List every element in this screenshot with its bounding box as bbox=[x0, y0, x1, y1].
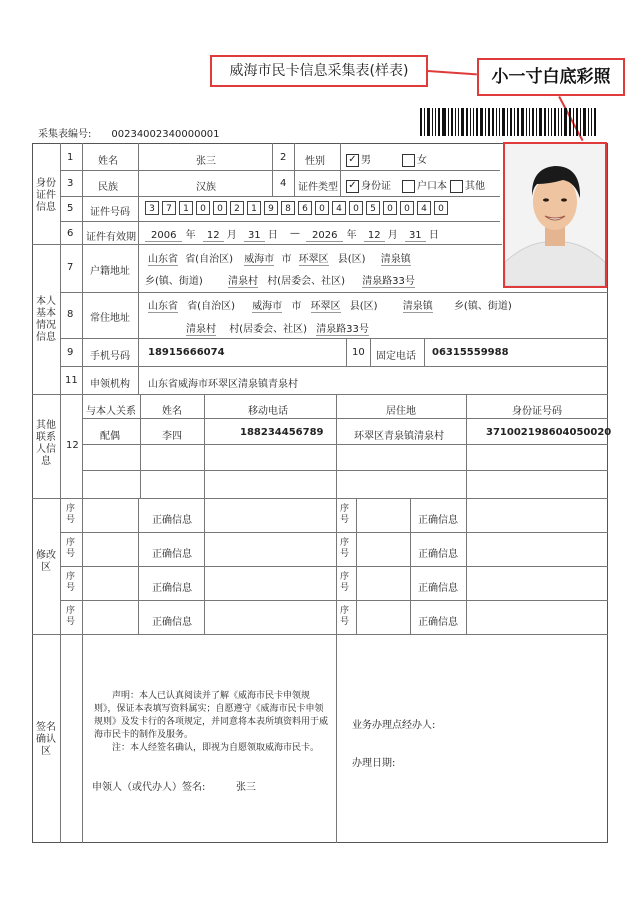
col-divider bbox=[60, 143, 61, 843]
ethnic-label: 民族 bbox=[98, 182, 118, 193]
row-divider bbox=[82, 418, 608, 419]
col-divider bbox=[336, 498, 337, 843]
barcode-bar bbox=[517, 108, 519, 136]
barcode-bar bbox=[458, 108, 459, 136]
barcode-bar bbox=[526, 108, 527, 136]
row-number: 10 bbox=[352, 347, 365, 358]
correct-info-label: 正确信息 bbox=[418, 583, 458, 594]
row-number: 6 bbox=[67, 228, 74, 239]
contact-mobile: 188234456789 bbox=[240, 427, 324, 438]
row-number: 1 bbox=[67, 152, 74, 163]
valid-from-year: 2006 bbox=[145, 230, 182, 242]
barcode-bar bbox=[564, 108, 567, 136]
barcode-bar bbox=[594, 108, 596, 136]
col-divider bbox=[340, 143, 341, 196]
row-number: 11 bbox=[65, 375, 78, 386]
id-digit-box: 1 bbox=[179, 201, 193, 215]
day-char: 日 bbox=[267, 230, 278, 241]
cert-type-label: 证件类型 bbox=[298, 182, 338, 193]
barcode-bar bbox=[488, 108, 490, 136]
seq-label: 序号 bbox=[340, 538, 350, 559]
serial-label: 采集表编号: bbox=[38, 129, 92, 140]
barcode-bar bbox=[510, 108, 512, 136]
id-digit-box: 7 bbox=[162, 201, 176, 215]
checkbox-checked-icon: ✓ bbox=[346, 154, 359, 167]
checkbox-icon bbox=[402, 180, 415, 193]
barcode-bar bbox=[573, 108, 574, 136]
barcode-bar bbox=[480, 108, 483, 136]
col-divider bbox=[370, 338, 371, 366]
row-number: 2 bbox=[280, 152, 287, 163]
barcode-bar bbox=[499, 108, 500, 136]
phone-value: 18915666074 bbox=[148, 347, 225, 358]
name-label: 姓名 bbox=[98, 156, 118, 167]
col-divider bbox=[204, 394, 205, 498]
province-value: 山东省 bbox=[148, 254, 178, 265]
landline-label: 固定电话 bbox=[376, 351, 416, 362]
col-divider bbox=[82, 498, 83, 634]
barcode-bar bbox=[424, 108, 425, 136]
seq-label: 序号 bbox=[66, 504, 76, 525]
city-value: 威海市 bbox=[252, 301, 283, 312]
row-divider bbox=[60, 532, 608, 533]
id-digit-box: 0 bbox=[383, 201, 397, 215]
barcode-bar bbox=[548, 108, 549, 136]
id-digit-box: 5 bbox=[366, 201, 380, 215]
row-number: 8 bbox=[67, 309, 74, 320]
barcode-bar bbox=[521, 108, 524, 136]
residence-address-line1 bbox=[148, 297, 512, 312]
contact-header-mobile: 移动电话 bbox=[248, 406, 288, 417]
hukou-address-line2 bbox=[145, 272, 415, 287]
row-divider bbox=[32, 498, 608, 499]
gender-male-option[interactable] bbox=[346, 151, 371, 167]
col-divider bbox=[466, 498, 467, 634]
province-unit: 省(自治区) bbox=[187, 301, 235, 312]
photo-requirement-label: 小一寸白底彩照 bbox=[477, 58, 625, 96]
village-unit: 村(居委会、社区) bbox=[229, 324, 307, 335]
row-number: 3 bbox=[67, 178, 74, 189]
gender-label: 性别 bbox=[305, 156, 325, 167]
barcode-bar bbox=[451, 108, 453, 136]
barcode-bar bbox=[529, 108, 530, 136]
barcode-bar bbox=[470, 108, 471, 136]
correct-info-label: 正确信息 bbox=[152, 583, 192, 594]
col-divider bbox=[272, 143, 273, 196]
gender-female-option[interactable] bbox=[402, 151, 427, 167]
row-divider bbox=[60, 566, 608, 567]
section-basic-info: 本人基本情况信息 bbox=[36, 296, 56, 343]
row-number: 7 bbox=[67, 262, 74, 273]
applicant-photo bbox=[503, 142, 607, 288]
landline-value: 06315559988 bbox=[432, 347, 509, 358]
valid-from-month: 12 bbox=[203, 230, 224, 242]
barcode-bar bbox=[492, 108, 494, 136]
barcode-bar bbox=[438, 108, 440, 136]
id-digit-box: 0 bbox=[349, 201, 363, 215]
section-signature: 签名确认区 bbox=[36, 722, 56, 757]
cert-hukou-label: 户口本 bbox=[417, 181, 447, 192]
barcode-bar bbox=[420, 108, 422, 136]
applicant-signature[interactable]: 张三 bbox=[236, 782, 256, 793]
contact-header-relation: 与本人关系 bbox=[86, 406, 136, 417]
id-number-label: 证件号码 bbox=[90, 207, 130, 218]
barcode-bar bbox=[551, 108, 552, 136]
declaration-statement: 声明：本人已认真阅读并了解《威海市民卡申领规则》，保证本表填写资料属实；自愿遵守《威海市民卡申领规则》及发卡行的各项规定，并同意将本表所填资料用于威海市民卡的制作及服务。 bbox=[94, 691, 329, 740]
valid-to[interactable] bbox=[306, 226, 439, 241]
province-value: 山东省 bbox=[148, 301, 178, 312]
city-value: 威海市 bbox=[244, 254, 275, 265]
barcode-bar bbox=[427, 108, 430, 136]
town-value: 清泉镇 bbox=[380, 254, 411, 265]
row-divider bbox=[60, 338, 608, 339]
col-divider bbox=[424, 338, 425, 366]
valid-to-day: 31 bbox=[405, 230, 426, 242]
id-digit-box: 0 bbox=[434, 201, 448, 215]
correct-info-label: 正确信息 bbox=[418, 617, 458, 628]
contact-header-id: 身份证号码 bbox=[512, 406, 562, 417]
barcode-bar bbox=[502, 108, 505, 136]
id-digit-box: 1 bbox=[247, 201, 261, 215]
barcode-bar bbox=[554, 108, 556, 136]
row-divider bbox=[60, 366, 608, 367]
year-char: 年 bbox=[185, 230, 196, 241]
agency-label: 申领机构 bbox=[90, 379, 130, 390]
valid-to-year: 2026 bbox=[306, 230, 343, 242]
barcode-bar bbox=[561, 108, 562, 136]
section-contact-info: 其他联系人信息 bbox=[36, 420, 56, 467]
barcode-bar bbox=[485, 108, 486, 136]
barcode-bar bbox=[455, 108, 456, 136]
district-unit: 县(区) bbox=[337, 254, 366, 265]
row-divider bbox=[60, 292, 608, 293]
barcode-bar bbox=[473, 108, 474, 136]
contact-name: 李四 bbox=[162, 431, 182, 442]
barcode-bar bbox=[514, 108, 515, 136]
barcode-bar bbox=[588, 108, 589, 136]
residence-address-label: 常住地址 bbox=[90, 313, 130, 324]
seq-label: 序号 bbox=[66, 572, 76, 593]
barcode-bar bbox=[583, 108, 586, 136]
cert-other-label: 其他 bbox=[465, 181, 485, 192]
checkbox-icon bbox=[402, 154, 415, 167]
month-char: 月 bbox=[226, 230, 237, 241]
correct-info-label: 正确信息 bbox=[418, 515, 458, 526]
seq-label: 序号 bbox=[340, 606, 350, 627]
row-divider bbox=[32, 634, 608, 635]
portrait-image bbox=[505, 144, 605, 286]
id-digit-box: 4 bbox=[332, 201, 346, 215]
correct-info-label: 正确信息 bbox=[152, 617, 192, 628]
town-value: 清泉镇 bbox=[402, 301, 433, 312]
barcode bbox=[420, 108, 625, 136]
province-unit: 省(自治区) bbox=[185, 254, 233, 265]
name-value: 张三 bbox=[196, 156, 216, 167]
col-divider bbox=[346, 338, 347, 366]
id-digit-box: 0 bbox=[196, 201, 210, 215]
id-digit-box: 0 bbox=[315, 201, 329, 215]
barcode-bar bbox=[580, 108, 581, 136]
seq-label: 序号 bbox=[340, 504, 350, 525]
seq-label: 序号 bbox=[340, 572, 350, 593]
barcode-bar bbox=[576, 108, 578, 136]
barcode-bar bbox=[466, 108, 468, 136]
valid-from[interactable] bbox=[145, 226, 278, 241]
barcode-bar bbox=[435, 108, 436, 136]
village-unit: 村(居委会、社区) bbox=[267, 276, 345, 287]
col-divider bbox=[410, 498, 411, 634]
col-divider bbox=[82, 634, 83, 843]
row-divider bbox=[60, 600, 608, 601]
form-title: 威海市民卡信息采集表(样表) bbox=[210, 55, 428, 87]
hukou-address-label: 户籍地址 bbox=[90, 266, 130, 277]
contact-id-number: 371002198604050020 bbox=[486, 427, 612, 438]
seq-label: 序号 bbox=[66, 538, 76, 559]
id-digit-box: 0 bbox=[400, 201, 414, 215]
district-value: 环翠区 bbox=[310, 301, 341, 312]
col-divider bbox=[466, 394, 467, 498]
row-divider bbox=[60, 196, 500, 197]
declaration-note: 注：本人经签名确认，即视为自愿领取威海市民卡。 bbox=[112, 743, 320, 753]
barcode-bar bbox=[476, 108, 478, 136]
col-divider bbox=[82, 143, 83, 245]
barcode-bar bbox=[544, 108, 546, 136]
checkbox-icon bbox=[450, 180, 463, 193]
contact-relation: 配偶 bbox=[100, 431, 120, 442]
gender-female-label: 女 bbox=[417, 155, 427, 166]
gender-male-label: 男 bbox=[361, 155, 371, 166]
town-unit: 乡(镇、街道) bbox=[145, 276, 203, 287]
id-digit-box: 6 bbox=[298, 201, 312, 215]
contact-address: 环翠区青泉镇清泉村 bbox=[354, 431, 444, 442]
contact-header-name: 姓名 bbox=[162, 406, 182, 417]
serial-number bbox=[38, 125, 220, 140]
barcode-bar bbox=[507, 108, 508, 136]
col-divider bbox=[356, 498, 357, 634]
id-digit-box: 9 bbox=[264, 201, 278, 215]
col-divider bbox=[82, 394, 83, 498]
row-divider bbox=[82, 444, 608, 445]
row-divider bbox=[32, 244, 502, 245]
day-char: 日 bbox=[428, 230, 439, 241]
barcode-bar bbox=[532, 108, 534, 136]
validity-label: 证件有效期 bbox=[86, 232, 136, 243]
col-divider bbox=[82, 244, 83, 394]
barcode-bar bbox=[432, 108, 433, 136]
valid-from-day: 31 bbox=[244, 230, 265, 242]
agent-label: 业务办理点经办人: bbox=[352, 720, 436, 731]
year-char: 年 bbox=[346, 230, 357, 241]
barcode-bar bbox=[442, 108, 446, 136]
barcode-bar bbox=[461, 108, 464, 136]
annotation-line bbox=[428, 70, 477, 75]
district-value: 环翠区 bbox=[298, 254, 329, 265]
district-unit: 县(区) bbox=[349, 301, 378, 312]
barcode-bar bbox=[539, 108, 542, 136]
street-value: 清泉路33号 bbox=[316, 324, 369, 335]
month-char: 月 bbox=[387, 230, 398, 241]
ethnic-value: 汉族 bbox=[196, 182, 216, 193]
id-number-boxes[interactable] bbox=[145, 201, 451, 215]
cert-id-label: 身份证 bbox=[361, 181, 391, 192]
barcode-bar bbox=[558, 108, 559, 136]
applicant-signature-label: 申领人（或代办人）签名: bbox=[92, 782, 206, 793]
date-label: 办理日期: bbox=[352, 758, 396, 769]
barcode-bar bbox=[496, 108, 497, 136]
row-divider bbox=[60, 221, 500, 222]
town-unit: 乡(镇、街道) bbox=[453, 301, 512, 312]
barcode-bar bbox=[569, 108, 571, 136]
col-divider bbox=[138, 143, 139, 245]
valid-to-month: 12 bbox=[364, 230, 385, 242]
id-digit-box: 0 bbox=[213, 201, 227, 215]
row-number: 4 bbox=[280, 178, 287, 189]
id-digit-box: 4 bbox=[417, 201, 431, 215]
col-divider bbox=[204, 498, 205, 634]
correct-info-label: 正确信息 bbox=[418, 549, 458, 560]
city-unit: 市 bbox=[291, 301, 302, 312]
seq-label: 序号 bbox=[66, 606, 76, 627]
row-number: 12 bbox=[66, 440, 79, 451]
cert-hukou-option[interactable] bbox=[402, 177, 447, 193]
section-id-info: 身份证件信息 bbox=[36, 178, 56, 213]
correct-info-label: 正确信息 bbox=[152, 549, 192, 560]
barcode-bar bbox=[448, 108, 449, 136]
row-number: 9 bbox=[67, 347, 74, 358]
col-divider bbox=[294, 143, 295, 196]
barcode-bar bbox=[591, 108, 592, 136]
barcode-bar bbox=[536, 108, 537, 136]
row-divider bbox=[82, 470, 608, 471]
id-digit-box: 8 bbox=[281, 201, 295, 215]
col-divider bbox=[336, 394, 337, 498]
serial-value: 00234002340000001 bbox=[111, 129, 220, 140]
cert-other-option[interactable] bbox=[450, 177, 485, 193]
date-dash: — bbox=[290, 228, 300, 239]
id-digit-box: 2 bbox=[230, 201, 244, 215]
village-value: 清泉村 bbox=[186, 324, 216, 335]
village-value: 清泉村 bbox=[228, 276, 258, 287]
cert-id-option[interactable] bbox=[346, 177, 391, 193]
col-divider bbox=[138, 498, 139, 634]
row-number: 5 bbox=[67, 203, 74, 214]
residence-address-line2 bbox=[186, 320, 369, 335]
contact-header-address: 居住地 bbox=[386, 406, 416, 417]
row-divider bbox=[32, 394, 608, 395]
col-divider bbox=[140, 394, 141, 498]
city-unit: 市 bbox=[281, 254, 292, 265]
street-value: 清泉路33号 bbox=[362, 276, 415, 287]
row-divider bbox=[60, 170, 500, 171]
checkbox-checked-icon: ✓ bbox=[346, 180, 359, 193]
phone-label: 手机号码 bbox=[90, 351, 130, 362]
id-digit-box: 3 bbox=[145, 201, 159, 215]
agency-value: 山东省威海市环翠区清泉镇青泉村 bbox=[148, 379, 298, 390]
col-divider bbox=[138, 244, 139, 394]
hukou-address-line1 bbox=[148, 250, 411, 265]
correct-info-label: 正确信息 bbox=[152, 515, 192, 526]
section-correction: 修改区 bbox=[36, 550, 56, 573]
